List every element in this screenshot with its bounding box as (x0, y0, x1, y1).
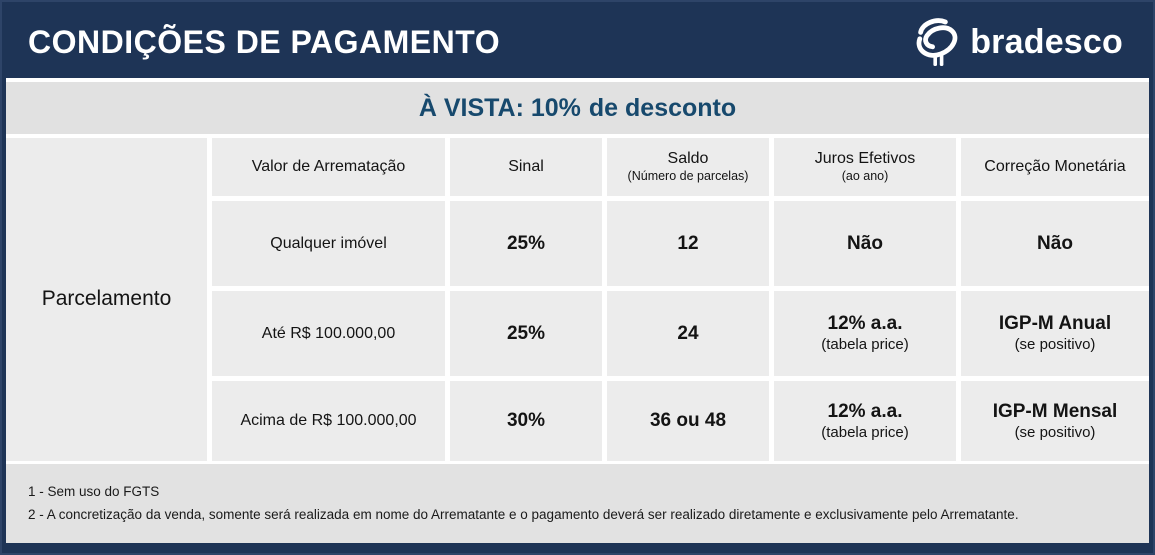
table-cell-sinal: 30% (450, 381, 602, 461)
header-bar (6, 6, 1149, 78)
table-cell-sinal: 25% (450, 291, 602, 376)
table-cell-saldo: 36 ou 48 (607, 381, 769, 461)
column-header-juros: Juros Efetivos (ao ano) (774, 138, 956, 196)
table-cell-juros: 12% a.a. (tabela price) (774, 291, 956, 376)
table-cell-valor: Até R$ 100.000,00 (212, 291, 445, 376)
column-header-correcao: Correção Monetária (961, 138, 1149, 196)
table-cell-juros: 12% a.a. (tabela price) (774, 381, 956, 461)
table-cell-juros: Não (774, 201, 956, 286)
table-cell-valor: Qualquer imóvel (212, 201, 445, 286)
footnotes (6, 464, 1149, 543)
table-cell-sinal: 25% (450, 201, 602, 286)
bradesco-logo (915, 15, 1123, 69)
table-cell-correcao: Não (961, 201, 1149, 286)
page-title: CONDIÇÕES DE PAGAMENTO (28, 23, 501, 60)
table-cell-valor: Acima de R$ 100.000,00 (212, 381, 445, 461)
installment-table (6, 134, 1149, 461)
table-cell-correcao: IGP-M Anual (se positivo) (961, 291, 1149, 376)
table-cell-saldo: 12 (607, 201, 769, 286)
bradesco-logo-text: bradesco (970, 22, 1123, 61)
column-header-saldo: Saldo (Número de parcelas) (607, 138, 769, 196)
table-cell-saldo: 24 (607, 291, 769, 376)
column-header-sinal: Sinal (450, 138, 602, 196)
footnote-2: 2 - A concretização da venda, somente será realizada em nome do Arrematante e o pagamento deverá ser realizado diretamente e exclusivamente pelo Arrematante. (28, 507, 1019, 522)
sheet-inner (6, 6, 1149, 543)
cash-discount-banner (6, 82, 1149, 134)
column-header-valor: Valor de Arrematação (212, 138, 445, 196)
bradesco-tree-icon (915, 15, 963, 69)
footnote-1: 1 - Sem uso do FGTS (28, 484, 160, 499)
row-group-label-parcelamento: Parcelamento (6, 138, 207, 461)
banner-rest: de desconto (588, 93, 737, 122)
banner-highlight: À VISTA: 10% (418, 93, 581, 122)
table-cell-correcao: IGP-M Mensal (se positivo) (961, 381, 1149, 461)
